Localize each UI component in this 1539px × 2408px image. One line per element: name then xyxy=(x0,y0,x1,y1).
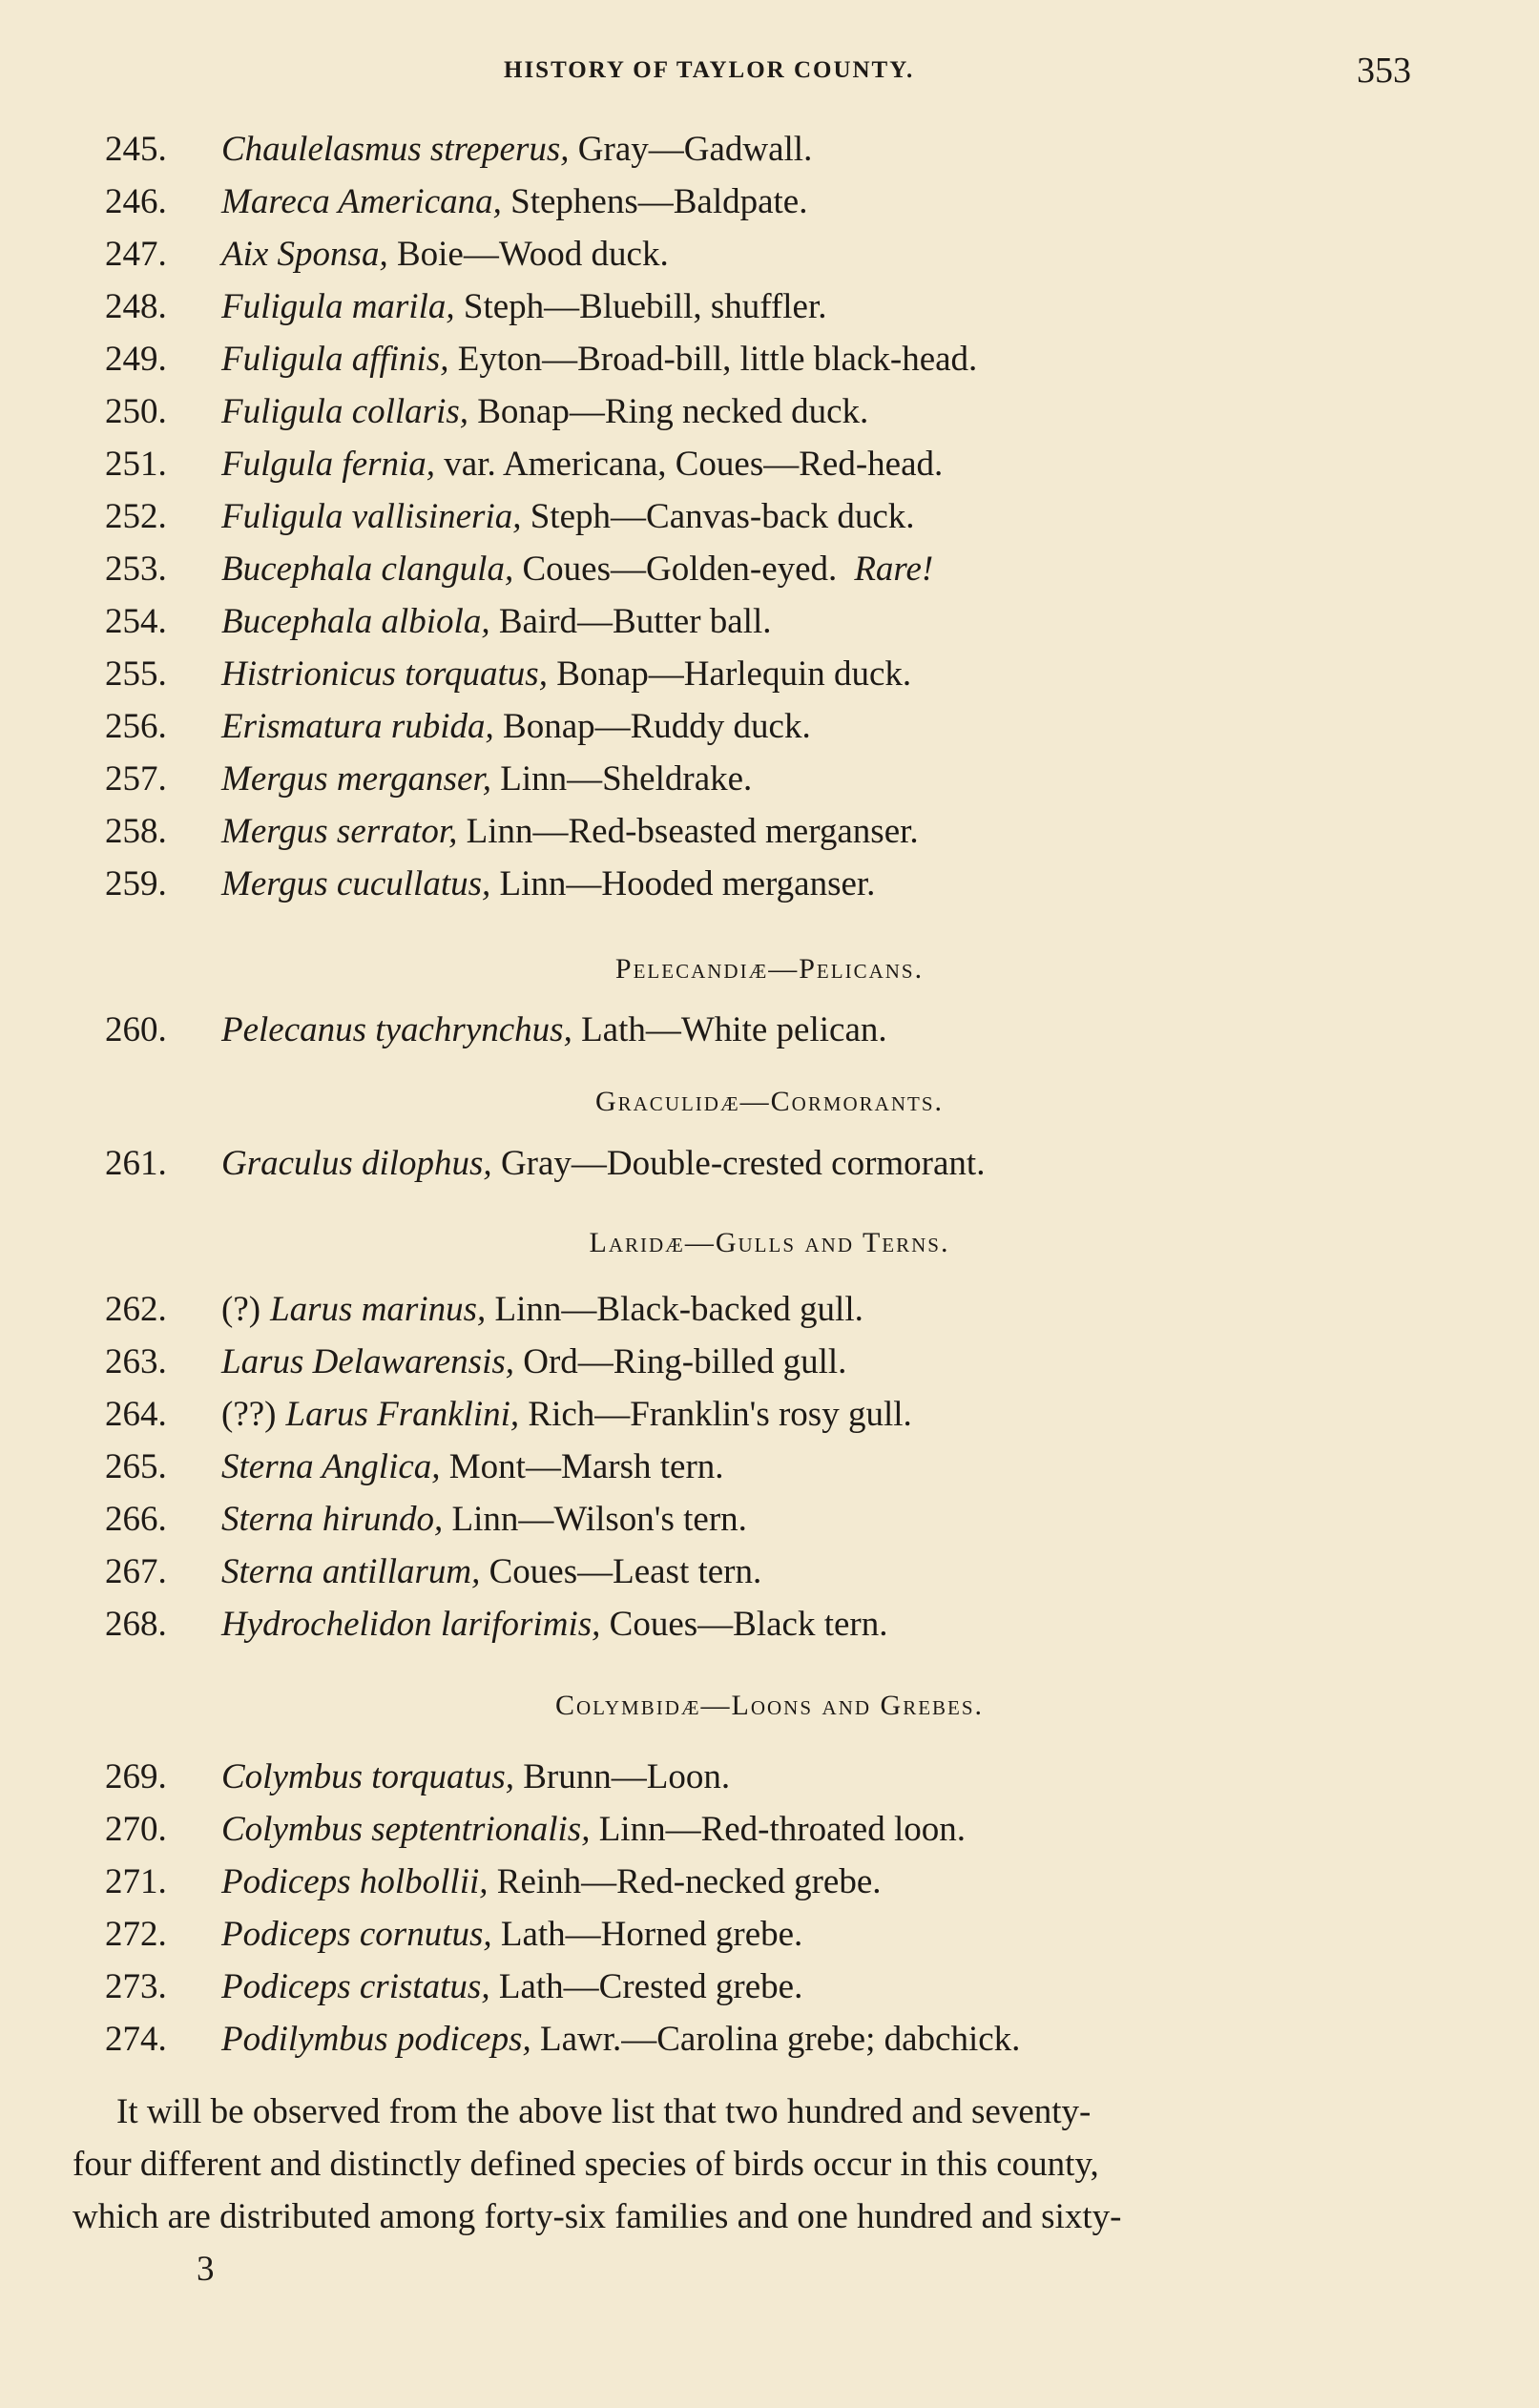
list-item xyxy=(0,1912,1539,1958)
scientific-name: Fuligula vallisineria, xyxy=(221,497,522,536)
page-number: 353 xyxy=(1357,51,1411,91)
authority-common-name: Linn—Black-backed gull. xyxy=(486,1290,863,1329)
entry-number: 263. xyxy=(105,1342,167,1381)
list-item xyxy=(0,1444,1539,1490)
scientific-name: Podiceps holbollii, xyxy=(221,1862,489,1901)
entry-number: 269. xyxy=(105,1757,167,1796)
scientific-name: Larus marinus, xyxy=(270,1290,487,1329)
entry-number: 271. xyxy=(105,1862,167,1901)
list-item xyxy=(0,337,1539,383)
authority-common-name: Bonap—Ruddy duck. xyxy=(493,707,811,746)
authority-common-name: Mont—Marsh tern. xyxy=(440,1447,724,1486)
query-mark: (??) xyxy=(221,1395,277,1434)
list-item xyxy=(0,809,1539,855)
entry-number: 261. xyxy=(105,1144,167,1183)
family-heading: Graculidæ—Cormorants. xyxy=(594,1086,945,1117)
authority-common-name: Reinh—Red-necked grebe. xyxy=(488,1862,882,1901)
entry-number: 270. xyxy=(105,1810,167,1849)
scientific-name: Colymbus septentrionalis, xyxy=(221,1810,591,1849)
entry-number: 255. xyxy=(105,654,167,694)
scientific-name: Pelecanus tyachrynchus, xyxy=(221,1010,572,1049)
entry-number: 264. xyxy=(105,1395,167,1434)
authority-common-name: Baird—Butter ball. xyxy=(489,602,772,641)
entry-number: 252. xyxy=(105,497,167,536)
authority-common-name: Gray—Gadwall. xyxy=(569,130,813,169)
list-item xyxy=(0,494,1539,540)
scientific-name: Sterna Anglica, xyxy=(221,1447,441,1486)
scientific-name: Larus Franklini, xyxy=(285,1395,520,1434)
entry-number: 259. xyxy=(105,864,167,903)
entry-number: 253. xyxy=(105,550,167,589)
running-head: HISTORY OF TAYLOR COUNTY. xyxy=(504,57,915,83)
paragraph-line: four different and distinctly defined species of birds occur in this county, xyxy=(73,2145,1099,2184)
closing-paragraph xyxy=(73,2086,1408,2295)
scientific-name: Fulgula fernia, xyxy=(221,445,436,484)
list-item xyxy=(0,1859,1539,1905)
scientific-name: Mergus merganser, xyxy=(221,759,491,799)
authority-common-name: Steph—Bluebill, shuffler. xyxy=(454,287,827,326)
entry-number: 247. xyxy=(105,235,167,274)
entry-number: 257. xyxy=(105,759,167,799)
scientific-name: Mareca Americana, xyxy=(221,182,502,221)
page-header xyxy=(0,50,1539,97)
authority-common-name: Brunn—Loon. xyxy=(513,1757,731,1796)
scientific-name: Podilymbus podiceps, xyxy=(221,2020,531,2059)
entry-number: 265. xyxy=(105,1447,167,1486)
rarity-note: Rare! xyxy=(854,550,934,589)
scientific-name: Erismatura rubida, xyxy=(221,707,494,746)
scientific-name: Fuligula marila, xyxy=(221,287,455,326)
list-item xyxy=(0,127,1539,173)
entry-number: 248. xyxy=(105,287,167,326)
list-item xyxy=(0,1287,1539,1333)
authority-common-name: Lawr.—Carolina grebe; dabchick. xyxy=(530,2020,1021,2059)
entry-number: 262. xyxy=(105,1290,167,1329)
scientific-name: Bucephala albiola, xyxy=(221,602,490,641)
entry-number: 249. xyxy=(105,340,167,379)
scientific-name: Graculus dilophus, xyxy=(221,1144,492,1183)
authority-common-name: Bonap—Ring necked duck. xyxy=(468,392,869,431)
list-item xyxy=(0,757,1539,802)
authority-common-name: Ord—Ring-billed gull. xyxy=(514,1342,847,1381)
list-item xyxy=(0,1497,1539,1543)
authority-common-name: Lath—White pelican. xyxy=(572,1010,887,1049)
entry-number: 254. xyxy=(105,602,167,641)
paragraph-line: It will be observed from the above list that two hundred and seventy- xyxy=(116,2092,1092,2131)
query-mark: (?) xyxy=(221,1290,261,1329)
authority-common-name: var. Americana, Coues—Red-head. xyxy=(435,445,944,484)
scientific-name: Larus Delawarensis, xyxy=(221,1342,515,1381)
entry-number: 256. xyxy=(105,707,167,746)
list-item xyxy=(0,284,1539,330)
entry-number: 250. xyxy=(105,392,167,431)
family-heading: Laridæ—Gulls and Terns. xyxy=(589,1227,950,1258)
family-heading: Colymbidæ—Loons and Grebes. xyxy=(554,1690,985,1721)
list-item xyxy=(0,1602,1539,1648)
scientific-name: Aix Sponsa, xyxy=(221,235,388,274)
authority-common-name: Linn—Sheldrake. xyxy=(490,759,753,799)
entry-number: 245. xyxy=(105,130,167,169)
list-item xyxy=(0,442,1539,488)
authority-common-name: Rich—Franklin's rosy gull. xyxy=(519,1395,912,1434)
scientific-name: Mergus serrator, xyxy=(221,812,458,851)
list-item xyxy=(0,179,1539,225)
signature-mark: 3 xyxy=(197,2250,215,2289)
list-item xyxy=(0,389,1539,435)
list-item xyxy=(0,861,1539,907)
authority-common-name: Coues—Least tern. xyxy=(480,1552,762,1591)
entry-number: 246. xyxy=(105,182,167,221)
scientific-name: Podiceps cornutus, xyxy=(221,1915,492,1954)
authority-common-name: Lath—Crested grebe. xyxy=(489,1967,803,2006)
entry-number: 273. xyxy=(105,1967,167,2006)
authority-common-name: Linn—Hooded merganser. xyxy=(490,864,876,903)
authority-common-name: Coues—Golden-eyed. xyxy=(513,550,838,589)
authority-common-name: Linn—Red-throated loon. xyxy=(590,1810,967,1849)
scientific-name: Sterna antillarum, xyxy=(221,1552,481,1591)
scientific-name: Colymbus torquatus, xyxy=(221,1757,514,1796)
scientific-name: Fuligula affinis, xyxy=(221,340,449,379)
authority-common-name: Eyton—Broad-bill, little black-head. xyxy=(448,340,978,379)
scientific-name: Podiceps cristatus, xyxy=(221,1967,490,2006)
authority-common-name: Boie—Wood duck. xyxy=(387,235,669,274)
scientific-name: Fuligula collaris, xyxy=(221,392,468,431)
authority-common-name: Linn—Red-bseasted merganser. xyxy=(457,812,919,851)
list-item xyxy=(0,1339,1539,1385)
list-item xyxy=(0,2017,1539,2063)
scientific-name: Bucephala clangula, xyxy=(221,550,514,589)
list-item xyxy=(0,1141,1539,1187)
entry-number: 266. xyxy=(105,1500,167,1539)
list-item xyxy=(0,1754,1539,1800)
authority-common-name: Gray—Double-crested cormorant. xyxy=(491,1144,986,1183)
entry-number: 274. xyxy=(105,2020,167,2059)
authority-common-name: Lath—Horned grebe. xyxy=(491,1915,803,1954)
list-item xyxy=(0,652,1539,697)
authority-common-name: Coues—Black tern. xyxy=(600,1605,888,1644)
family-heading: Pelecandiæ—Pelicans. xyxy=(614,953,925,985)
authority-common-name: Linn—Wilson's tern. xyxy=(443,1500,747,1539)
paragraph-line: which are distributed among forty-six families and one hundred and sixty- xyxy=(73,2197,1122,2236)
list-item xyxy=(0,1807,1539,1853)
list-item xyxy=(0,1964,1539,2010)
list-item xyxy=(0,1392,1539,1438)
list-item xyxy=(0,1549,1539,1595)
list-item xyxy=(0,704,1539,750)
list-item xyxy=(0,547,1539,592)
scientific-name: Histrionicus torquatus, xyxy=(221,654,548,694)
entry-number: 267. xyxy=(105,1552,167,1591)
scientific-name: Chaulelasmus streperus, xyxy=(221,130,570,169)
list-item xyxy=(0,1007,1539,1053)
entry-number: 258. xyxy=(105,812,167,851)
entry-number: 268. xyxy=(105,1605,167,1644)
entry-number: 251. xyxy=(105,445,167,484)
scientific-name: Mergus cucullatus, xyxy=(221,864,491,903)
entry-number: 260. xyxy=(105,1010,167,1049)
authority-common-name: Stephens—Baldpate. xyxy=(501,182,808,221)
list-item xyxy=(0,599,1539,645)
list-item xyxy=(0,232,1539,278)
authority-common-name: Bonap—Harlequin duck. xyxy=(547,654,912,694)
scientific-name: Hydrochelidon lariforimis, xyxy=(221,1605,601,1644)
authority-common-name: Steph—Canvas-back duck. xyxy=(521,497,915,536)
entry-number: 272. xyxy=(105,1915,167,1954)
scientific-name: Sterna hirundo, xyxy=(221,1500,444,1539)
